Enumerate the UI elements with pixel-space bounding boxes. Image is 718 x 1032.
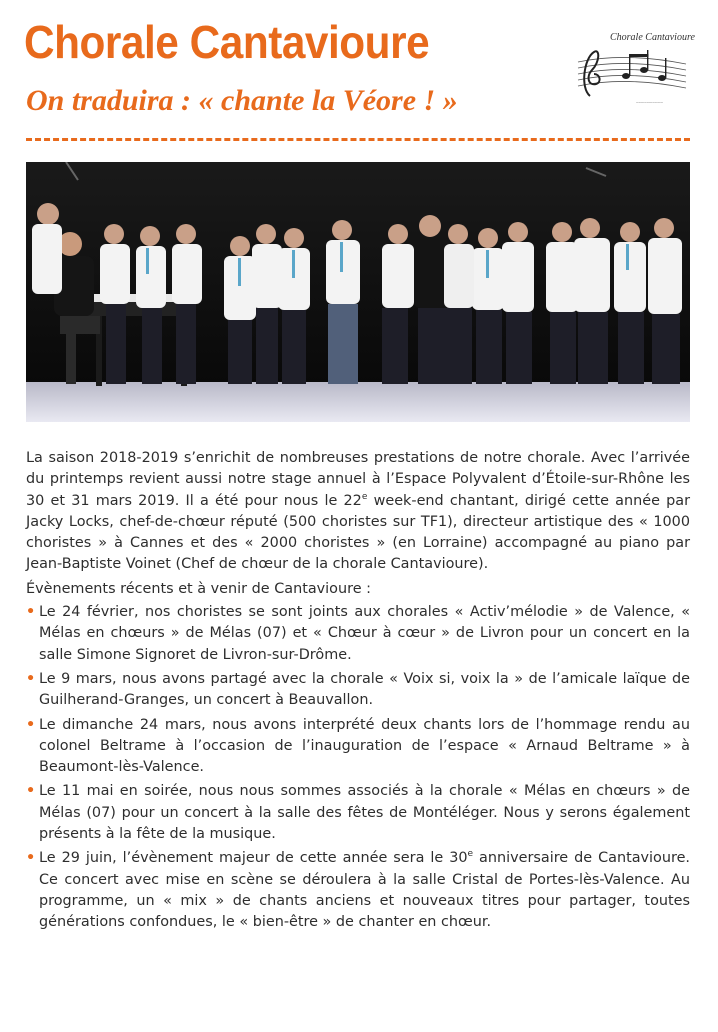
event-text-1: Le 29 juin, l’évènement majeur de cette année sera le 30	[39, 850, 468, 867]
event-text: Le 11 mai en soirée, nous nous sommes associés à la chorale « Mélas en chœurs » de Mélas (07) pour un concert à la salle des fêtes de Montéléger. Nous y serons également présents à la fête de la musique.	[39, 783, 690, 843]
bullet-icon: •	[26, 850, 36, 867]
intro-text-1: La saison 2018-2019 s’enrichit de nombreuses prestations de notre chorale. Avec l’arrivée du printemps revient aussi notre stage annuel à l’Espace Polyvalent d’Étoile-sur-Rhône les 30 et 31 mars 2019. Il a été pour nous le 22	[26, 450, 690, 509]
bullet-icon: •	[26, 670, 36, 687]
list-item	[26, 669, 690, 712]
choir-logo	[566, 18, 698, 114]
event-text: Le dimanche 24 mars, nous avons interprété deux chants lors de l’hommage rendu au colonel Beltrame à l’occasion de l’inauguration de l’espace « Arnaud Beltrame » à Beaumont-lès-Valence.	[39, 716, 690, 776]
list-item	[26, 781, 690, 845]
intro-superscript: e	[361, 491, 368, 502]
logo-text: Chorale Cantavioure	[610, 32, 695, 43]
bullet-icon: •	[26, 783, 36, 800]
list-item	[26, 602, 690, 666]
events-heading: Évènements récents et à venir de Cantavioure :	[26, 580, 371, 597]
intro-text-2: week-end chantant, dirigé cette année par Jacky Locks, chef-de-chœur réputé (500 choristes sur TF1), directeur artistique des « 1000 choristes » à Cannes et des « 2000 choristes » (en Lorraine) accompagné au piano par Jean-Baptiste Voinet (Chef de chœur de la chorale Cantavioure).	[26, 492, 691, 573]
page-subtitle: On traduira : « chante la Véore ! »	[26, 84, 458, 117]
list-item	[26, 848, 690, 933]
intro-paragraph	[26, 448, 690, 576]
event-superscript: e	[467, 849, 474, 860]
bullet-icon: •	[26, 604, 36, 621]
bullet-icon: •	[26, 716, 36, 733]
event-text: Le 24 février, nos choristes se sont joints aux chorales « Activ’mélodie » de Valence, « Mélas en chœurs » de Mélas (07) et « Chœur à cœur » de Livron pour un concert en la salle Simone Signoret de Livron-sur-Drôme.	[39, 604, 690, 663]
list-item	[26, 715, 690, 779]
event-text: Le 9 mars, nous avons partagé avec la chorale « Voix si, voix la » de l’amicale laïque de Guilherand-Granges, un concert à Beauvallon.	[39, 670, 690, 709]
event-text-2: anniversaire de Cantavioure. Ce concert avec mise en scène se déroulera à la salle Cristal de Portes-lès-Valence. Au programme, un « mix » de chants anciens et nouveaux titres pour partager, toutes générations confondues, le « bien-être » de chanter en chœur.	[39, 850, 690, 931]
article-body	[26, 448, 690, 937]
events-list	[26, 602, 690, 933]
page-title: Chorale Cantavioure	[24, 16, 430, 68]
dashed-divider	[26, 138, 690, 141]
choir-photo	[26, 162, 690, 422]
svg-text:~~~~~~~~~~: ~~~~~~~~~~	[636, 101, 664, 106]
